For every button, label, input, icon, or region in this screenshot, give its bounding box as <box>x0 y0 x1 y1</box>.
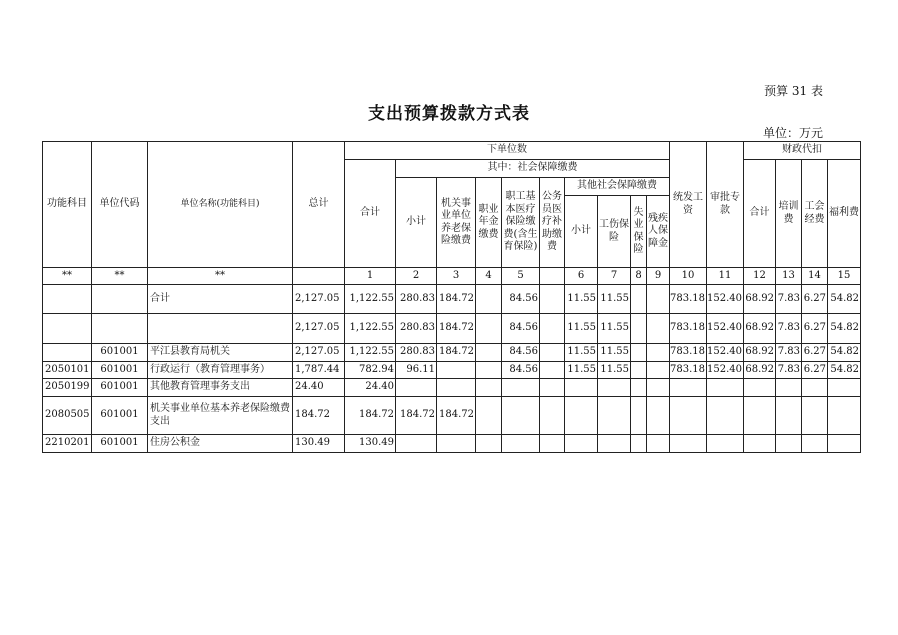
cell-value <box>647 314 670 344</box>
cell-value <box>598 379 631 397</box>
cell-value: 782.94 <box>345 362 396 379</box>
table-row <box>43 379 861 397</box>
cell-unit-code: 601001 <box>92 362 148 379</box>
cell-total: 130.49 <box>293 435 345 453</box>
cell-value: 783.18 <box>670 362 707 379</box>
cell-value <box>631 379 647 397</box>
header-injury: 工伤保险 <box>598 196 631 268</box>
cell-value: 184.72 <box>437 344 476 362</box>
cell-unit-code: 601001 <box>92 379 148 397</box>
header-unit-code: 单位代码 <box>92 142 148 268</box>
cell-value: 11.55 <box>598 344 631 362</box>
index-cell: 15 <box>828 268 861 285</box>
cell-value: 84.56 <box>502 344 540 362</box>
cell-value <box>565 435 598 453</box>
index-cell <box>293 268 345 285</box>
cell-value <box>670 379 707 397</box>
table-row <box>43 285 861 314</box>
cell-value: 68.92 <box>744 362 776 379</box>
index-cell: 4 <box>476 268 502 285</box>
cell-value: 783.18 <box>670 285 707 314</box>
cell-value: 184.72 <box>345 397 396 435</box>
cell-value: 6.27 <box>802 362 828 379</box>
cell-total: 2,127.05 <box>293 285 345 314</box>
cell-value <box>828 435 861 453</box>
cell-value: 7.83 <box>776 362 802 379</box>
cell-value <box>707 379 744 397</box>
cell-value: 152.40 <box>707 344 744 362</box>
cell-value: 54.82 <box>828 285 861 314</box>
cell-value: 280.83 <box>396 314 437 344</box>
cell-value: 68.92 <box>744 344 776 362</box>
header-social-subtotal: 小计 <box>396 178 437 268</box>
cell-value: 280.83 <box>396 285 437 314</box>
cell-value: 6.27 <box>802 344 828 362</box>
index-cell: ** <box>43 268 92 285</box>
index-cell: 7 <box>598 268 631 285</box>
header-lower-unit: 下单位数 <box>345 142 670 160</box>
index-cell: 5 <box>502 268 540 285</box>
cell-value <box>631 314 647 344</box>
cell-func-subject: 2080505 <box>43 397 92 435</box>
cell-value: 783.18 <box>670 314 707 344</box>
header-approval: 审批专款 <box>707 142 744 268</box>
cell-value <box>631 362 647 379</box>
cell-value <box>802 435 828 453</box>
header-civil-medical: 公务员医疗补助缴费 <box>540 178 565 268</box>
cell-value <box>707 397 744 435</box>
index-cell <box>540 268 565 285</box>
cell-value <box>476 344 502 362</box>
header-total: 总计 <box>293 142 345 268</box>
cell-value <box>598 435 631 453</box>
index-cell: 10 <box>670 268 707 285</box>
unit-label: 单位：万元 <box>762 126 823 140</box>
cell-value <box>565 397 598 435</box>
cell-value <box>540 314 565 344</box>
header-fw-total: 合计 <box>744 160 776 268</box>
cell-value <box>647 362 670 379</box>
header-unemployment: 失业保险 <box>631 196 647 268</box>
cell-value <box>776 435 802 453</box>
cell-value <box>396 379 437 397</box>
cell-func-subject <box>43 344 92 362</box>
index-cell: 9 <box>647 268 670 285</box>
index-cell: ** <box>148 268 293 285</box>
cell-value: 184.72 <box>437 285 476 314</box>
cell-value: 84.56 <box>502 362 540 379</box>
header-unified-pay: 统发工资 <box>670 142 707 268</box>
cell-value: 152.40 <box>707 285 744 314</box>
cell-unit-code: 601001 <box>92 397 148 435</box>
cell-value <box>502 379 540 397</box>
cell-value <box>776 397 802 435</box>
cell-unit-name: 平江县教育局机关 <box>148 344 293 362</box>
cell-func-subject: 2050199 <box>43 379 92 397</box>
header-disability: 残疾人保障金 <box>647 196 670 268</box>
cell-value: 152.40 <box>707 362 744 379</box>
index-cell: 2 <box>396 268 437 285</box>
cell-value <box>631 397 647 435</box>
index-cell: 14 <box>802 268 828 285</box>
index-cell: 6 <box>565 268 598 285</box>
form-number: 预算 31 表 <box>764 84 823 98</box>
cell-value <box>437 435 476 453</box>
page-title: 支出预算拨款方式表 <box>368 104 530 124</box>
cell-value <box>502 397 540 435</box>
cell-value <box>828 397 861 435</box>
cell-value: 783.18 <box>670 344 707 362</box>
index-row <box>43 268 861 285</box>
cell-unit-name <box>148 314 293 344</box>
cell-value <box>744 379 776 397</box>
cell-value <box>647 397 670 435</box>
index-cell: 1 <box>345 268 396 285</box>
cell-value: 84.56 <box>502 314 540 344</box>
cell-unit-code <box>92 314 148 344</box>
cell-value: 184.72 <box>437 397 476 435</box>
cell-value <box>476 379 502 397</box>
cell-value: 11.55 <box>598 362 631 379</box>
cell-value: 11.55 <box>565 285 598 314</box>
cell-value: 11.55 <box>565 362 598 379</box>
table-row <box>43 314 861 344</box>
cell-func-subject <box>43 285 92 314</box>
header-union: 工会经费 <box>802 160 828 268</box>
cell-value: 7.83 <box>776 285 802 314</box>
cell-unit-name: 其他教育管理事务支出 <box>148 379 293 397</box>
cell-value: 1,122.55 <box>345 344 396 362</box>
header-welfare: 福利费 <box>828 160 861 268</box>
cell-value <box>776 379 802 397</box>
cell-value: 11.55 <box>598 285 631 314</box>
cell-value: 54.82 <box>828 362 861 379</box>
header-unit-name: 单位名称(功能科目) <box>148 142 293 268</box>
cell-value <box>540 285 565 314</box>
cell-value: 184.72 <box>396 397 437 435</box>
cell-value <box>476 362 502 379</box>
cell-value: 68.92 <box>744 285 776 314</box>
index-cell: 11 <box>707 268 744 285</box>
table-row <box>43 397 861 435</box>
cell-value: 11.55 <box>565 314 598 344</box>
cell-value: 6.27 <box>802 314 828 344</box>
cell-value: 7.83 <box>776 314 802 344</box>
cell-value <box>540 435 565 453</box>
cell-value: 184.72 <box>437 314 476 344</box>
cell-value <box>631 435 647 453</box>
table-row <box>43 435 861 453</box>
cell-value <box>437 362 476 379</box>
cell-value: 96.11 <box>396 362 437 379</box>
cell-func-subject: 2210201 <box>43 435 92 453</box>
cell-value <box>802 379 828 397</box>
header-pension: 机关事业单位养老保险缴费 <box>437 178 476 268</box>
header-subtotal: 合计 <box>345 160 396 268</box>
header-fiscal-withhold: 财政代扣 <box>744 142 861 160</box>
cell-value <box>476 285 502 314</box>
cell-value: 54.82 <box>828 344 861 362</box>
cell-total: 1,787.44 <box>293 362 345 379</box>
cell-unit-code: 601001 <box>92 435 148 453</box>
cell-value: 54.82 <box>828 314 861 344</box>
cell-value: 1,122.55 <box>345 314 396 344</box>
cell-func-subject <box>43 314 92 344</box>
cell-value: 68.92 <box>744 314 776 344</box>
cell-unit-code: 601001 <box>92 344 148 362</box>
cell-total: 24.40 <box>293 379 345 397</box>
cell-value: 84.56 <box>502 285 540 314</box>
cell-value: 11.55 <box>598 314 631 344</box>
table-row <box>43 362 861 379</box>
cell-func-subject: 2050101 <box>43 362 92 379</box>
cell-total: 184.72 <box>293 397 345 435</box>
cell-value <box>670 397 707 435</box>
index-cell: ** <box>92 268 148 285</box>
cell-value: 130.49 <box>345 435 396 453</box>
index-cell: 13 <box>776 268 802 285</box>
cell-value <box>647 344 670 362</box>
cell-value <box>476 314 502 344</box>
cell-unit-name: 行政运行（教育管理事务） <box>148 362 293 379</box>
header-medical: 职工基本医疗保险缴费(含生育保险) <box>502 178 540 268</box>
index-cell: 12 <box>744 268 776 285</box>
cell-value <box>744 435 776 453</box>
cell-value <box>631 344 647 362</box>
cell-unit-name: 住房公积金 <box>148 435 293 453</box>
cell-value <box>437 379 476 397</box>
cell-unit-name: 机关事业单位基本养老保险缴费支出 <box>148 397 293 435</box>
cell-value: 24.40 <box>345 379 396 397</box>
header-func-subject: 功能科目 <box>43 142 92 268</box>
cell-value <box>502 435 540 453</box>
budget-table <box>42 141 861 453</box>
cell-value <box>476 435 502 453</box>
cell-value <box>828 379 861 397</box>
table-row <box>43 344 861 362</box>
cell-value <box>540 379 565 397</box>
cell-total: 2,127.05 <box>293 344 345 362</box>
cell-value: 1,122.55 <box>345 285 396 314</box>
cell-unit-name: 合计 <box>148 285 293 314</box>
header-other-social: 其他社会保障缴费 <box>565 178 670 196</box>
cell-value <box>707 435 744 453</box>
cell-value <box>540 397 565 435</box>
cell-value <box>647 379 670 397</box>
index-cell: 8 <box>631 268 647 285</box>
cell-value <box>802 397 828 435</box>
cell-value <box>396 435 437 453</box>
cell-value: 11.55 <box>565 344 598 362</box>
cell-value <box>540 362 565 379</box>
cell-value: 7.83 <box>776 344 802 362</box>
header-social-insurance: 其中：社会保障缴费 <box>396 160 670 178</box>
cell-value <box>670 435 707 453</box>
cell-value <box>631 285 647 314</box>
cell-value <box>565 379 598 397</box>
index-cell: 3 <box>437 268 476 285</box>
cell-value <box>540 344 565 362</box>
cell-value: 280.83 <box>396 344 437 362</box>
cell-value <box>647 435 670 453</box>
cell-value <box>476 397 502 435</box>
cell-total: 2,127.05 <box>293 314 345 344</box>
cell-value <box>744 397 776 435</box>
cell-value: 6.27 <box>802 285 828 314</box>
header-other-subtotal: 小计 <box>565 196 598 268</box>
cell-unit-code <box>92 285 148 314</box>
cell-value <box>598 397 631 435</box>
header-training: 培训费 <box>776 160 802 268</box>
cell-value <box>647 285 670 314</box>
header-annuity: 职业年金缴费 <box>476 178 502 268</box>
cell-value: 152.40 <box>707 314 744 344</box>
